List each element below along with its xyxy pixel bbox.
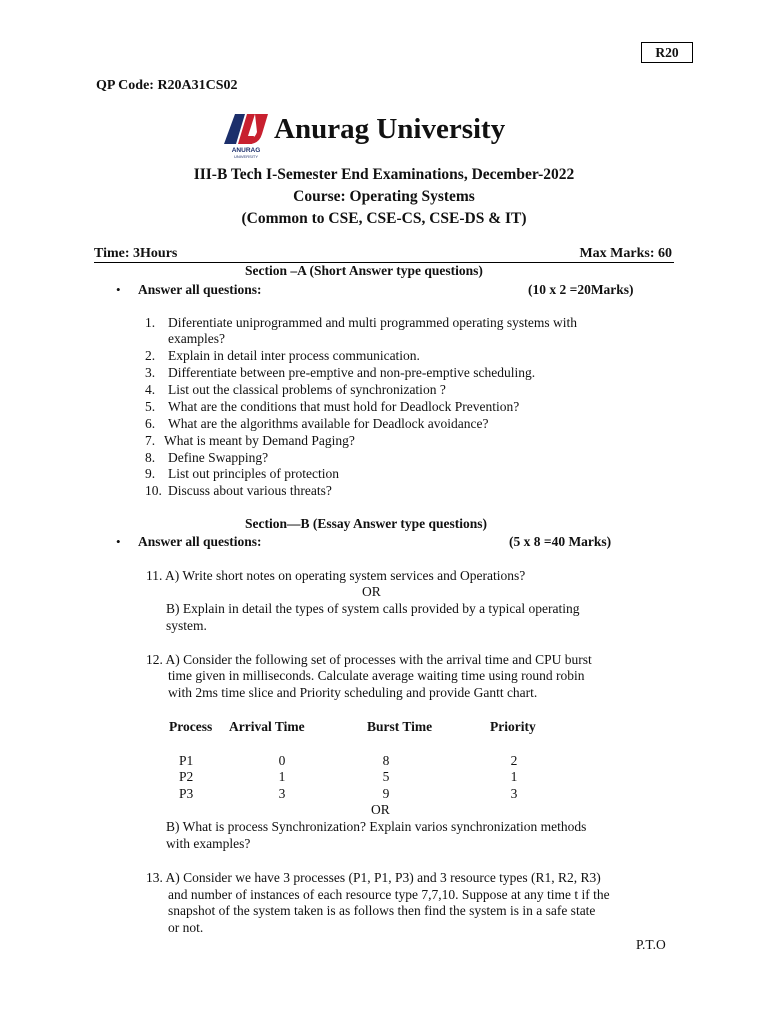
q11-or: OR (362, 584, 381, 599)
q13-part-a-continued: or not. (168, 920, 204, 935)
question-number: 9. (145, 466, 156, 481)
question-text: What are the algorithms available for Deadlock avoidance? (168, 416, 489, 431)
question-text: List out principles of protection (168, 466, 339, 481)
qp-code: QP Code: R20A31CS02 (96, 78, 238, 93)
university-name: Anurag University (274, 113, 506, 145)
table-cell-process: P1 (179, 753, 194, 768)
q11-part-b-continued: system. (166, 618, 207, 633)
table-cell-arrival: 3 (278, 786, 286, 801)
regulation-code-box: R20 (641, 42, 693, 63)
question-text: Diferentiate uniprogrammed and multi programmed operating systems with (168, 315, 578, 330)
section-b-title: Section—B (Essay Answer type questions) (245, 516, 488, 531)
q12-part-b-continued: with examples? (166, 836, 251, 851)
table-cell-burst: 5 (382, 769, 390, 784)
question-number: 1. (145, 315, 156, 330)
q13-part-a-continued: snapshot of the system taken is as follows then find the system is in a safe state (168, 903, 596, 918)
common-to: (Common to CSE, CSE-CS, CSE-DS & IT) (241, 210, 527, 227)
university-logo-icon (221, 110, 271, 160)
q13-part-a: 13. A) Consider we have 3 processes (P1, P1, P3) and 3 resource types (R1, R2, R3) (146, 870, 601, 885)
question-number: 8. (145, 450, 156, 465)
page-turn-note: P.T.O (636, 937, 666, 952)
question-number: 10. (145, 483, 162, 498)
table-header-process: Process (169, 719, 213, 734)
question-text: What are the conditions that must hold for Deadlock Prevention? (168, 399, 520, 414)
exam-time: Time: 3Hours (94, 246, 178, 261)
logo-text-bottom: UNIVERSITY (233, 154, 259, 159)
question-text-continued: examples? (168, 331, 225, 346)
table-cell-arrival: 0 (278, 753, 286, 768)
table-header-burst-time: Burst Time (367, 719, 433, 734)
exam-title: III-B Tech I-Semester End Examinations, December-2022 (193, 166, 575, 183)
question-text: Differentiate between pre-emptive and non-pre-emptive scheduling. (168, 365, 536, 380)
question-text: Discuss about various threats? (168, 483, 332, 498)
question-text: Define Swapping? (168, 450, 269, 465)
question-number: 2. (145, 348, 156, 363)
question-text: What is meant by Demand Paging? (164, 433, 355, 448)
question-number: 5. (145, 399, 156, 414)
table-cell-priority: 1 (510, 769, 518, 784)
q12-part-a-continued: time given in milliseconds. Calculate average waiting time using round robin (168, 668, 585, 683)
question-text: List out the classical problems of synchronization ? (168, 382, 446, 397)
q11-part-a: 11. A) Write short notes on operating system services and Operations? (146, 568, 526, 583)
question-text: Explain in detail inter process communication. (168, 348, 420, 363)
table-cell-priority: 3 (510, 786, 518, 801)
section-a-marks: (10 x 2 =20Marks) (528, 282, 634, 297)
section-b-marks: (5 x 8 =40 Marks) (509, 534, 612, 549)
section-a-instruction: Answer all questions: (138, 282, 262, 297)
section-b-instruction: Answer all questions: (138, 534, 262, 549)
table-header-arrival-time: Arrival Time (229, 719, 305, 734)
bullet-icon: • (116, 534, 121, 549)
table-cell-process: P3 (179, 786, 194, 801)
question-number: 7. (145, 433, 156, 448)
q11-part-b: B) Explain in detail the types of system calls provided by a typical operating (166, 601, 580, 616)
question-number: 4. (145, 382, 156, 397)
section-a-title: Section –A (Short Answer type questions) (245, 263, 483, 278)
max-marks: Max Marks: 60 (579, 246, 672, 261)
q13-part-a-continued: and number of instances of each resource type 7,7,10. Suppose at any time t if the (168, 887, 610, 902)
table-header-priority: Priority (490, 719, 536, 734)
table-cell-burst: 8 (382, 753, 390, 768)
q12-part-b: B) What is process Synchronization? Explain varios synchronization methods (166, 819, 587, 834)
logo-text-top: ANURAG (231, 147, 261, 154)
course-title: Course: Operating Systems (293, 188, 475, 205)
q12-part-a-continued: with 2ms time slice and Priority scheduling and provide Gantt chart. (168, 685, 538, 700)
table-cell-priority: 2 (510, 753, 518, 768)
question-number: 6. (145, 416, 156, 431)
table-cell-process: P2 (179, 769, 194, 784)
table-cell-arrival: 1 (278, 769, 286, 784)
university-logo (221, 110, 271, 160)
question-number: 3. (145, 365, 156, 380)
bullet-icon: • (116, 282, 121, 297)
q12-or: OR (371, 802, 390, 817)
table-cell-burst: 9 (382, 786, 390, 801)
q12-part-a: 12. A) Consider the following set of processes with the arrival time and CPU burst (146, 652, 592, 667)
